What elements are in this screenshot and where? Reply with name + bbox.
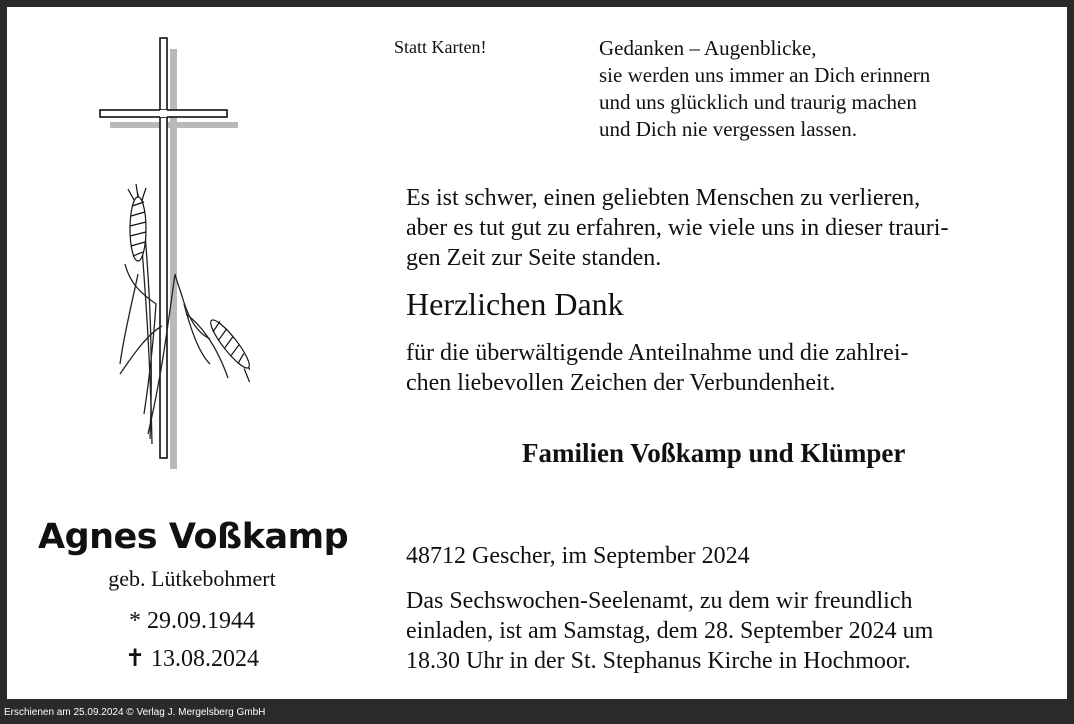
poem-line: und uns glücklich und traurig machen <box>599 90 917 114</box>
place-date: 48712 Gescher, im September 2024 <box>406 543 750 569</box>
cross-icon <box>100 38 227 458</box>
family-signature: Familien Voßkamp und Klümper <box>522 438 906 468</box>
thanks-heading: Herzlichen Dank <box>406 286 624 322</box>
intro-paragraph <box>406 183 948 273</box>
poem <box>599 35 930 143</box>
paragraph-line: Das Sechswochen-Seelenamt, zu dem wir freundlich <box>406 588 913 614</box>
birth-date: * 29.09.1944 <box>129 608 255 634</box>
statt-karten-label: Statt Karten! <box>394 37 487 57</box>
poem-line: und Dich nie vergessen lassen. <box>599 117 857 141</box>
paragraph-line: Es ist schwer, einen geliebten Menschen zu verlieren, <box>406 185 921 211</box>
wheat-icon <box>120 184 250 444</box>
poem-line: sie werden uns immer an Dich erinnern <box>599 63 931 87</box>
mass-announcement <box>406 586 933 676</box>
publication-footer: Erschienen am 25.09.2024 © Verlag J. Mergelsberg GmbH <box>4 707 266 718</box>
paragraph-line: für die überwältigende Anteilnahme und die zahlrei- <box>406 340 909 366</box>
paragraph-line: chen liebevollen Zeichen der Verbundenheit. <box>406 370 836 396</box>
poem-line: Gedanken – Augenblicke, <box>599 36 817 60</box>
death-date: ✝ 13.08.2024 <box>124 646 260 672</box>
paragraph-line: einladen, ist am Samstag, dem 28. September 2024 um <box>406 618 934 644</box>
thanks-paragraph <box>406 338 908 398</box>
paragraph-line: 18.30 Uhr in der St. Stephanus Kirche in Hochmoor. <box>406 648 911 674</box>
birth-name: geb. Lütkebohmert <box>108 566 276 591</box>
deceased-name: Agnes Voßkamp <box>38 517 349 557</box>
paragraph-line: aber es tut gut zu erfahren, wie viele uns in dieser trauri- <box>406 215 949 241</box>
paragraph-line: gen Zeit zur Seite standen. <box>406 245 662 271</box>
cross-wheat-graphic <box>90 34 250 474</box>
